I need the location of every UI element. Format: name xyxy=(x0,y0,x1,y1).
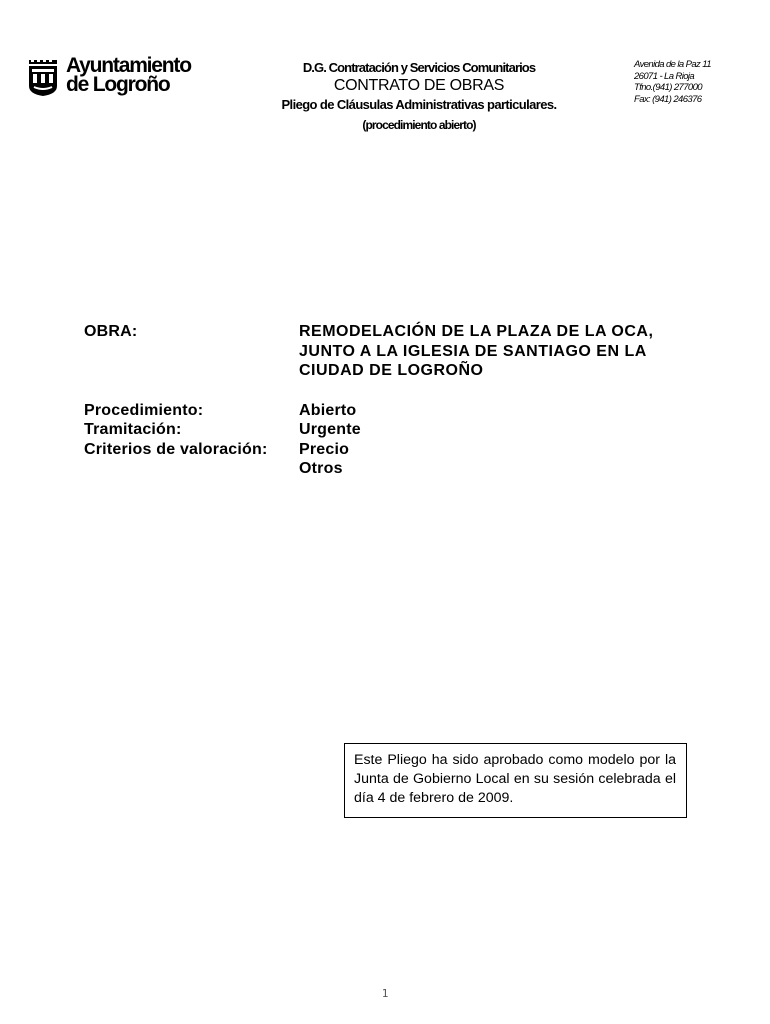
work-title: REMODELACIÓN DE LA PLAZA DE LA OCA, JUNTO A LA IGLESIA DE SANTIAGO EN LA CIUDAD DE LOGROÑO xyxy=(299,323,654,379)
address-fax: Fax: (941) 246376 xyxy=(634,93,702,105)
procedure-value: Abierto xyxy=(299,402,357,419)
logo-line-1: Ayuntamiento xyxy=(66,54,191,77)
processing-value: Urgente xyxy=(299,421,361,438)
work-label: OBRA: xyxy=(84,323,138,340)
address-city: 26071 - La Rioja xyxy=(634,70,695,82)
criteria-value-price: Precio xyxy=(299,441,350,458)
procedure-label: Procedimiento: xyxy=(84,402,204,419)
address-street: Avenida de la Paz 11 xyxy=(634,59,711,70)
criteria-label: Criterios de valoración: xyxy=(84,441,268,458)
logo-line-2: de Logroño xyxy=(66,73,170,96)
approval-note-text: Este Pliego ha sido aprobado como modelo por la Junta de Gobierno Local en su sesión celebrada el día 4 de febrero de 2009. xyxy=(354,752,676,806)
document-title: CONTRATO DE OBRAS xyxy=(333,77,505,94)
procedure-note: (procedimiento abierto) xyxy=(362,118,476,132)
approval-note-box xyxy=(344,743,687,818)
institution-logo-text xyxy=(66,56,191,94)
department-name: D.G. Contratación y Servicios Comunitarios xyxy=(302,60,536,75)
page-number: 1 xyxy=(381,987,389,1000)
address-phone: Tfno.(941) 277000 xyxy=(634,82,702,93)
processing-label: Tramitación: xyxy=(84,421,182,438)
document-subtitle: Pliego de Cláusulas Administrativas particulares. xyxy=(281,97,557,112)
contact-address xyxy=(634,59,711,105)
criteria-value-others: Otros xyxy=(299,460,343,477)
coat-of-arms-icon xyxy=(28,60,58,96)
